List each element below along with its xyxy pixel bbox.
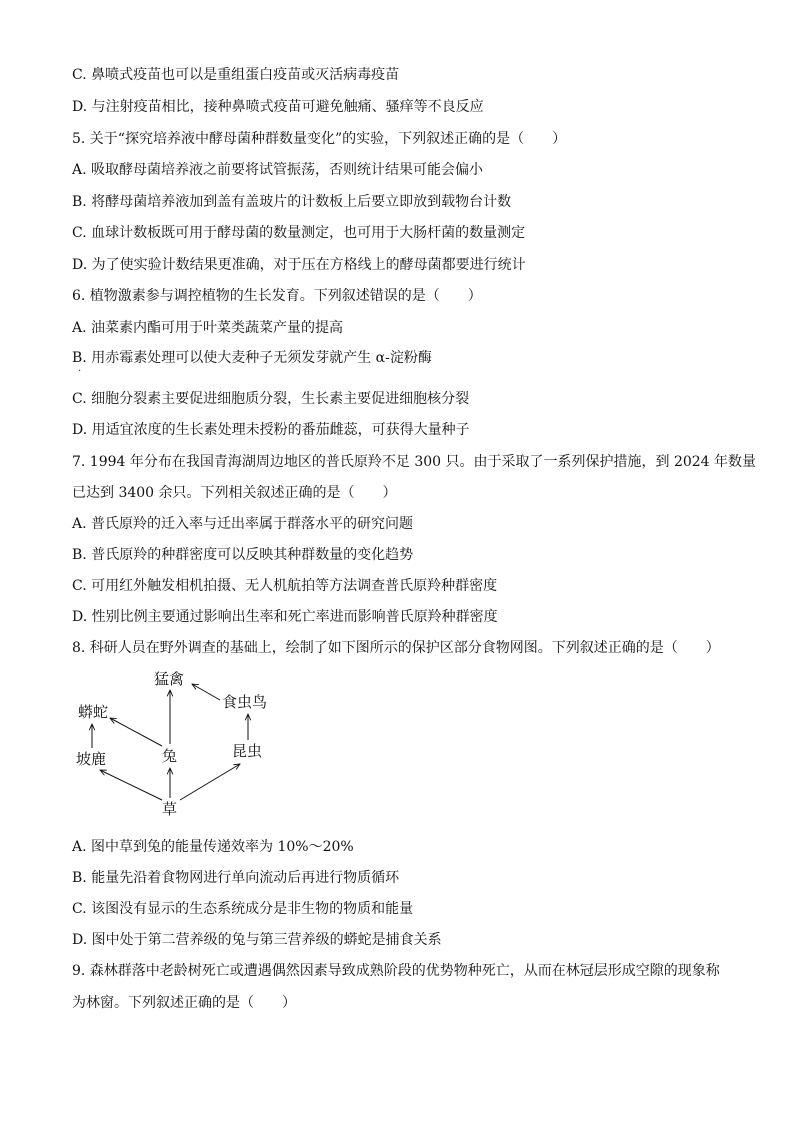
- option-7c: C. 可用红外触发相机拍摄、无人机航拍等方法调查普氏原羚种群密度: [72, 578, 498, 594]
- option-5b: B. 将酵母菌培养液加到盖有盖玻片的计数板上后要立即放到载物台计数: [72, 194, 512, 210]
- node-insect: 昆虫: [232, 742, 263, 760]
- arrow-bird-raptor: [192, 684, 220, 700]
- question-9-stem-cont: 为林窗。下列叙述正确的是（ ）: [72, 995, 296, 1011]
- arrow-rabbit-python: [110, 718, 162, 746]
- question-9-stem: 9. 森林群落中老龄树死亡或遭遇偶然因素导致成熟阶段的优势物种死亡，从而在林冠层形成空隙的现象称: [72, 963, 720, 979]
- option-6d: D. 用适宜浓度的生长素处理未授粉的番茄雌蕊，可获得大量种子: [72, 422, 470, 438]
- food-web-diagram: [70, 664, 290, 824]
- option-5c: C. 血球计数板既可用于酵母菌的数量测定，也可用于大肠杆菌的数量测定: [72, 225, 526, 241]
- option-8a: A. 图中草到兔的能量传递效率为 10%～20%: [72, 839, 354, 855]
- option-7d: D. 性别比例主要通过影响出生率和死亡率进而影响普氏原羚种群密度: [72, 609, 498, 625]
- arrow-grass-deer: [100, 770, 162, 800]
- arrow-grass-insect: [180, 764, 240, 800]
- option-6c: C. 细胞分裂素主要促进细胞质分裂，生长素主要促进细胞核分裂: [72, 391, 470, 407]
- option-5d: D. 为了使实验计数结果更准确，对于压在方格线上的酵母菌都要进行统计: [72, 257, 526, 273]
- node-insect-bird: 食虫鸟: [222, 693, 268, 711]
- node-deer: 坡鹿: [76, 750, 107, 768]
- question-5-stem: 5. 关于“探究培养液中酵母菌种群数量变化”的实验，下列叙述正确的是（ ）: [72, 131, 567, 147]
- option-8d: D. 图中处于第二营养级的兔与第三营养级的蟒蛇是捕食关系: [72, 932, 442, 948]
- option-4d: D. 与注射疫苗相比，接种鼻喷式疫苗可避免触痛、骚痒等不良反应: [72, 99, 484, 115]
- node-rabbit: 兔: [162, 747, 178, 765]
- option-7a: A. 普氏原羚的迁入率与迁出率属于群落水平的研究问题: [72, 516, 414, 532]
- node-raptor: 猛禽: [154, 670, 185, 688]
- option-6b: B. 用赤霉素处理可以使大麦种子无须发芽就产生 α-淀粉酶: [72, 350, 432, 366]
- question-8-stem: 8. 科研人员在野外调查的基础上，绘制了如下图所示的保护区部分食物网图。下列叙述正确的是（ ）: [72, 640, 720, 656]
- option-8c: C. 该图没有显示的生态系统成分是非生物的物质和能量: [72, 901, 414, 917]
- option-4c: C. 鼻喷式疫苗也可以是重组蛋白疫苗或灭活病毒疫苗: [72, 67, 400, 83]
- option-5a: A. 吸取酵母菌培养液之前要将试管振荡，否则统计结果可能会偏小: [72, 162, 484, 178]
- question-7-stem: 7. 1994 年分布在我国青海湖周边地区的普氏原羚不足 300 只。由于采取了一系列保护措施，到 2024 年数量: [72, 454, 757, 470]
- question-7-stem-cont: 已达到 3400 余只。下列相关叙述正确的是（ ）: [72, 485, 397, 501]
- node-grass: 草: [162, 800, 178, 818]
- option-7b: B. 普氏原羚的种群密度可以反映其种群数量的变化趋势: [72, 547, 414, 563]
- question-6-stem: 6. 植物激素参与调控植物的生长发育。下列叙述错误的是（ ）: [72, 288, 482, 304]
- option-6a: A. 油菜素内酯可用于叶菜类蔬菜产量的提高: [72, 320, 344, 336]
- option-8b: B. 能量先沿着食物网进行单向流动后再进行物质循环: [72, 870, 400, 886]
- stray-mark: ·: [78, 366, 82, 377]
- node-python: 蟒蛇: [78, 703, 109, 721]
